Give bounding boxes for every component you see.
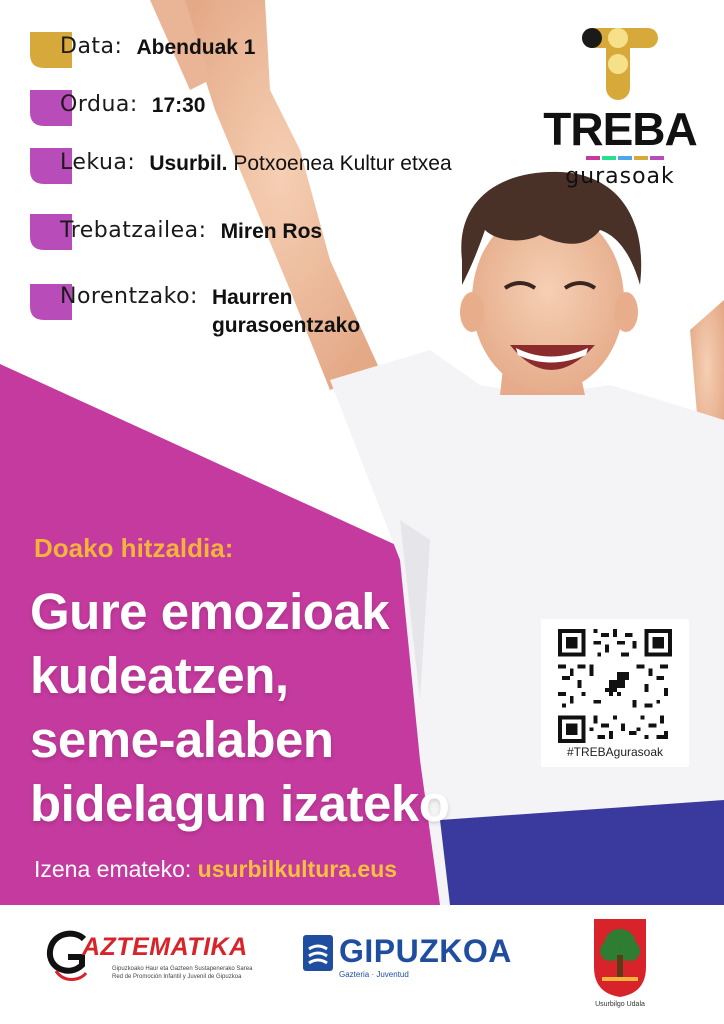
headline <box>30 580 550 836</box>
gipuzkoa-logo <box>303 933 523 983</box>
qr-code-icon <box>558 629 672 743</box>
headline-line: kudeatzen, <box>30 647 289 704</box>
headline-line: bidelagun izateko <box>30 775 450 832</box>
gipuzkoa-wordmark: GIPUZKOA <box>339 933 512 969</box>
info-label-ordua: Ordua: <box>60 92 138 117</box>
info-value-lekua-town: Usurbil. <box>149 152 228 175</box>
gipuzkoa-subtitle: Gazteria · Juventud <box>339 970 409 979</box>
info-label-trebatzailea: Trebatzailea: <box>60 218 207 243</box>
free-talk-label: Doako hitzaldia: <box>34 533 234 563</box>
qr-caption: #TREBAgurasoak <box>566 745 664 759</box>
gipuzkoa-shield-icon <box>303 935 333 971</box>
info-value-norentzako-line1: Haurren <box>211 286 293 309</box>
info-label-data: Data: <box>60 34 123 59</box>
info-label-norentzako: Norentzako: <box>60 284 198 309</box>
headline-line: seme-alaben <box>30 711 334 768</box>
info-value-norentzako <box>212 284 360 340</box>
gaztematika-logo <box>44 927 254 997</box>
gaztematika-wordmark: AZTEMATIKA <box>82 933 248 961</box>
headline-line: Gure emozioak <box>30 583 390 640</box>
usurbil-logo <box>580 915 660 1015</box>
info-row-lekua <box>30 150 452 178</box>
info-value-norentzako-line2: gurasoentzako <box>211 314 361 337</box>
usurbil-coat-of-arms-icon <box>580 915 660 999</box>
gaztematika-subtitle <box>112 965 262 981</box>
treba-t-icon <box>540 24 700 104</box>
info-label-lekua: Lekua: <box>60 150 136 175</box>
signup-link[interactable]: usurbilkultura.eus <box>197 856 398 882</box>
signup-prefix: Izena emateko: <box>34 856 198 882</box>
usurbil-subtitle: Usurbilgo Udala <box>595 1001 645 1008</box>
treba-logo <box>540 24 700 204</box>
treba-subtitle: gurasoak <box>565 164 675 189</box>
info-row-trebatzailea <box>30 218 322 246</box>
signup-line <box>34 856 397 883</box>
info-value-trebatzailea: Miren Ros <box>220 220 323 243</box>
info-row-norentzako <box>30 284 360 340</box>
info-value-lekua <box>149 150 451 178</box>
info-row-data <box>30 34 255 62</box>
info-value-ordua: 17:30 <box>151 94 206 117</box>
gaztematika-subtitle-line: Gipuzkoako Haur eta Gazteen Sustapenerako Sarea <box>112 966 253 972</box>
info-value-lekua-place: Potxoenea Kultur etxea <box>227 152 452 175</box>
info-row-ordua <box>30 92 206 120</box>
treba-color-bar <box>540 156 700 162</box>
qr-card[interactable] <box>541 619 689 767</box>
footer <box>0 905 724 1024</box>
treba-wordmark: TREBA <box>543 103 697 155</box>
info-value-data: Abenduak 1 <box>136 36 256 59</box>
gaztematika-subtitle-line: Red de Promoción Infantil y Juvenil de Gipuzkoa <box>112 974 242 980</box>
